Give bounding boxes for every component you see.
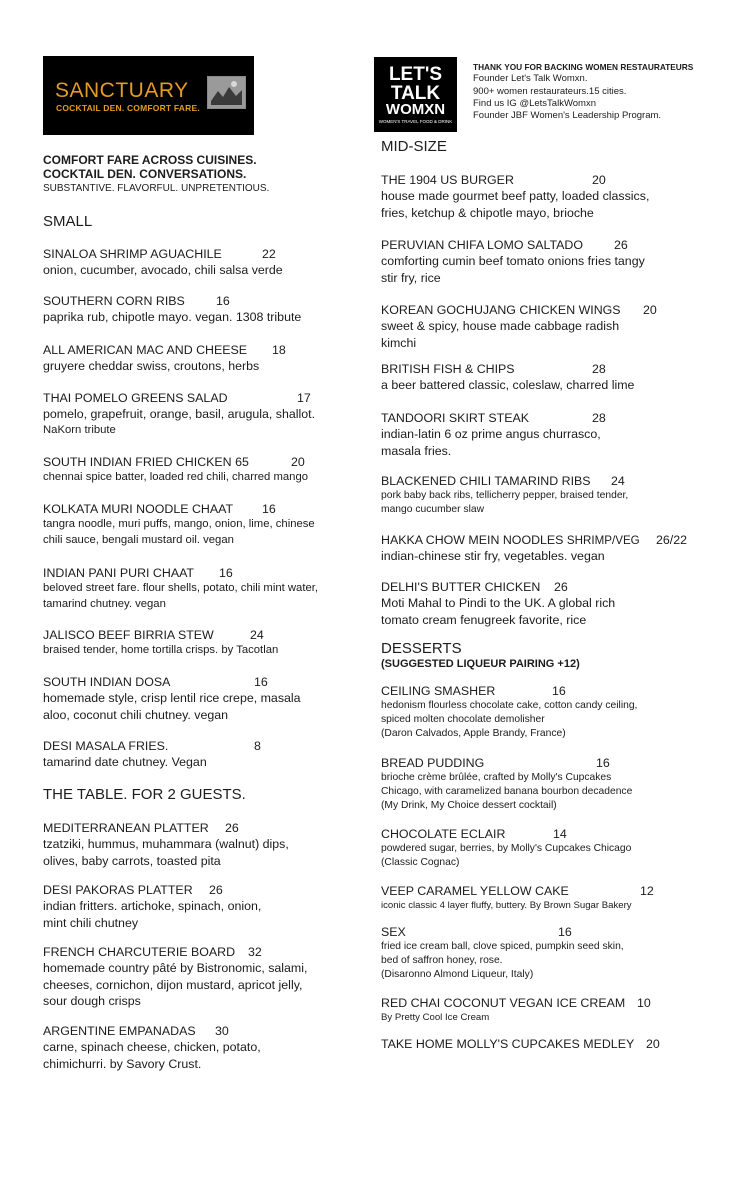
item-price: 16 bbox=[262, 502, 276, 516]
logo-line-1: LET'S bbox=[388, 64, 443, 85]
item-desc: paprika rub, chipotle mayo. vegan. 1308 tribute bbox=[43, 310, 302, 325]
intro-block bbox=[43, 153, 269, 196]
item-desc: sweet & spicy, house made cabbage radish bbox=[381, 319, 620, 334]
item-desc: hedonism flourless chocolate cake, cotton candy ceiling, bbox=[381, 700, 638, 712]
item-desc: beloved street fare. flour shells, potato, chili mint water, bbox=[43, 582, 319, 595]
logo-line-3: WOMXN bbox=[385, 101, 446, 118]
item-name: TAKE HOME MOLLY'S CUPCAKES MEDLEY bbox=[381, 1037, 635, 1051]
item-name: JALISCO BEEF BIRRIA STEW bbox=[43, 628, 214, 642]
item-desc: sour dough crisps bbox=[43, 994, 141, 1009]
item-price: 28 bbox=[592, 362, 606, 376]
item-price: 24 bbox=[611, 474, 625, 488]
item-desc: braised tender, home tortilla crisps. by Tacotlan bbox=[43, 644, 279, 657]
item-variant: SHRIMP/VEG bbox=[566, 534, 640, 547]
item-desc: fried ice cream ball, clove spiced, pumpkin seed skin, bbox=[381, 941, 624, 953]
menu-item bbox=[43, 246, 283, 279]
item-desc: aloo, coconut chili chutney. vegan bbox=[43, 707, 229, 722]
item-price: 20 bbox=[643, 303, 657, 317]
item-price: 30 bbox=[215, 1024, 229, 1038]
menu-item bbox=[381, 361, 634, 394]
section-desserts-title: DESSERTS bbox=[381, 640, 462, 657]
logo-line-2: TALK bbox=[390, 83, 441, 104]
item-name: DESI MASALA FRIES. bbox=[43, 739, 169, 753]
item-price: 18 bbox=[272, 343, 286, 357]
menu-item bbox=[381, 995, 651, 1025]
item-price: 28 bbox=[592, 411, 606, 425]
intro-line-2: COCKTAIL DEN. CONVERSATIONS. bbox=[43, 167, 247, 181]
item-desc: brioche crème brûlée, crafted by Molly's Cupcakes bbox=[381, 772, 612, 784]
item-name: SEX bbox=[381, 925, 406, 939]
item-name: VEEP CARAMEL YELLOW CAKE bbox=[381, 884, 569, 898]
menu-item bbox=[381, 172, 649, 221]
section-table-title: THE TABLE. FOR 2 GUESTS. bbox=[43, 786, 246, 803]
logo-line-4: WOMEN'S TRAVEL FOOD & DRINK bbox=[378, 119, 453, 124]
item-price: 26 bbox=[614, 238, 628, 252]
item-name: INDIAN PANI PURI CHAAT bbox=[43, 566, 194, 580]
item-desc: masala fries. bbox=[381, 443, 452, 458]
item-desc: (My Drink, My Choice dessert cocktail) bbox=[381, 800, 557, 812]
item-price: 16 bbox=[216, 294, 230, 308]
item-desc: house made gourmet beef patty, loaded classics, bbox=[381, 189, 650, 204]
menu-item bbox=[381, 755, 632, 813]
item-desc: tangra noodle, muri puffs, mango, onion, lime, chinese bbox=[43, 518, 315, 531]
item-desc: (Disaronno Almond Liqueur, Italy) bbox=[381, 969, 534, 981]
item-name: BRITISH FISH & CHIPS bbox=[381, 362, 515, 376]
item-desc: indian-latin 6 oz prime angus churrasco, bbox=[381, 427, 601, 442]
item-price: 17 bbox=[297, 391, 311, 405]
item-price: 16 bbox=[254, 675, 268, 689]
menu-item bbox=[381, 883, 654, 913]
item-price: 32 bbox=[248, 945, 262, 959]
item-desc: homemade style, crisp lentil rice crepe, masala bbox=[43, 691, 301, 706]
item-price: 16 bbox=[558, 925, 572, 939]
item-desc: Moti Mahal to Pindi to the UK. A global rich bbox=[381, 596, 616, 611]
item-price: 8 bbox=[254, 739, 261, 753]
item-desc: iconic classic 4 layer fluffy, buttery. By Brown Sugar Bakery bbox=[381, 900, 632, 912]
item-desc: kimchi bbox=[381, 335, 417, 350]
item-desc: carne, spinach cheese, chicken, potato, bbox=[43, 1040, 261, 1055]
item-price: 12 bbox=[640, 884, 654, 898]
item-price: 20 bbox=[291, 455, 305, 469]
item-desc: NaKorn tribute bbox=[43, 423, 116, 436]
item-name: CEILING SMASHER bbox=[381, 684, 496, 698]
intro-line-3: SUBSTANTIVE. FLAVORFUL. UNPRETENTIOUS. bbox=[43, 183, 270, 194]
item-name: TANDOORI SKIRT STEAK bbox=[381, 411, 530, 425]
logo-photo-icon bbox=[207, 76, 246, 109]
thanks-line: Founder Let's Talk Womxn. bbox=[473, 73, 588, 85]
item-name: MEDITERRANEAN PLATTER bbox=[43, 821, 209, 835]
item-desc: onion, cucumber, avocado, chili salsa verde bbox=[43, 263, 283, 278]
item-desc: olives, baby carrots, toasted pita bbox=[43, 853, 221, 868]
item-desc: fries, ketchup & chipotle mayo, brioche bbox=[381, 205, 594, 220]
item-desc: powdered sugar, berries, by Molly's Cupcakes Chicago bbox=[381, 843, 632, 855]
menu-item bbox=[43, 738, 261, 771]
item-name: DESI PAKORAS PLATTER bbox=[43, 883, 193, 897]
item-desc: By Pretty Cool Ice Cream bbox=[381, 1012, 490, 1024]
menu-item bbox=[381, 683, 637, 741]
item-name: CHOCOLATE ECLAIR bbox=[381, 827, 506, 841]
item-name: ARGENTINE EMPANADAS bbox=[43, 1024, 196, 1038]
thanks-block bbox=[473, 61, 713, 122]
item-desc: homemade country pâté by Bistronomic, salami, bbox=[43, 961, 308, 976]
item-desc: tamarind chutney. vegan bbox=[43, 597, 166, 610]
thanks-line: Founder JBF Women's Leadership Program. bbox=[473, 110, 662, 122]
item-desc: tamarind date chutney. Vegan bbox=[43, 755, 207, 770]
item-name: SOUTH INDIAN FRIED CHICKEN 65 bbox=[43, 455, 249, 469]
item-desc: chili sauce, bengali mustard oil. vegan bbox=[43, 533, 234, 546]
menu-item bbox=[43, 674, 301, 723]
menu-item bbox=[381, 826, 631, 870]
item-price: 16 bbox=[552, 684, 566, 698]
item-desc: spiced molten chocolate demolisher bbox=[381, 714, 545, 726]
item-price: 26 bbox=[209, 883, 223, 897]
item-desc: (Classic Cognac) bbox=[381, 857, 460, 869]
menu-item bbox=[43, 293, 301, 326]
item-price: 16 bbox=[596, 756, 610, 770]
menu-item bbox=[381, 1036, 660, 1052]
item-name: THE 1904 US BURGER bbox=[381, 173, 514, 187]
item-name: PERUVIAN CHIFA LOMO SALTADO bbox=[381, 238, 583, 252]
item-name: BREAD PUDDING bbox=[381, 756, 485, 770]
desserts-pairing-note: (SUGGESTED LIQUEUR PAIRING +12) bbox=[381, 658, 580, 670]
menu-item bbox=[43, 944, 307, 1010]
menu-item bbox=[43, 390, 315, 438]
item-desc: bed of saffron honey, rose. bbox=[381, 955, 503, 967]
menu-item bbox=[381, 532, 688, 565]
item-name: HAKKA CHOW MEIN NOODLES bbox=[381, 533, 564, 547]
menu-item bbox=[43, 1023, 261, 1072]
item-price: 22 bbox=[262, 247, 276, 261]
thanks-line: Find us IG @LetsTalkWomxn bbox=[473, 97, 596, 109]
item-desc: (Daron Calvados, Apple Brandy, France) bbox=[381, 728, 566, 740]
item-desc: Chicago, with caramelized banana bourbon decadence bbox=[381, 786, 633, 798]
item-name: SINALOA SHRIMP AGUACHILE bbox=[43, 247, 222, 261]
item-name: RED CHAI COCONUT VEGAN ICE CREAM bbox=[381, 996, 626, 1010]
menu-item bbox=[381, 473, 628, 517]
menu-item bbox=[381, 410, 606, 459]
item-desc: indian-chinese stir fry, vegetables. vegan bbox=[381, 549, 605, 564]
item-price: 14 bbox=[553, 827, 567, 841]
menu-item bbox=[43, 565, 318, 613]
item-desc: tomato cream fenugreek favorite, rice bbox=[381, 612, 587, 627]
menu-item bbox=[43, 627, 278, 659]
item-desc: mango cucumber slaw bbox=[381, 504, 485, 516]
item-desc: tzatziki, hummus, muhammara (walnut) dips, bbox=[43, 837, 289, 852]
section-small-title: SMALL bbox=[43, 213, 93, 230]
thanks-line: 900+ women restaurateurs.15 cities. bbox=[473, 85, 627, 97]
item-desc: stir fry, rice bbox=[381, 270, 441, 285]
item-price: 24 bbox=[250, 628, 264, 642]
item-desc: pork baby back ribs, tellicherry pepper, braised tender, bbox=[381, 490, 629, 502]
item-price: 20 bbox=[646, 1037, 660, 1051]
menu-item bbox=[381, 579, 615, 628]
item-desc: pomelo, grapefruit, orange, basil, arugula, shallot. bbox=[43, 407, 316, 422]
brand-tagline: COCKTAIL DEN. COMFORT FARE. bbox=[56, 103, 200, 113]
item-price: 26 bbox=[225, 821, 239, 835]
intro-line-1: COMFORT FARE ACROSS CUISINES. bbox=[43, 153, 257, 167]
item-desc: chennai spice batter, loaded red chili, charred mango bbox=[43, 471, 309, 484]
item-name: FRENCH CHARCUTERIE BOARD bbox=[43, 945, 236, 959]
menu-item bbox=[43, 454, 308, 486]
brand-name: SANCTUARY bbox=[55, 79, 189, 102]
item-name: SOUTHERN CORN RIBS bbox=[43, 294, 185, 308]
menu-item bbox=[43, 342, 286, 375]
section-mid-title: MID-SIZE bbox=[381, 138, 447, 155]
item-desc: comforting cumin beef tomato onions fries tangy bbox=[381, 254, 645, 269]
item-name: KOLKATA MURI NOODLE CHAAT bbox=[43, 502, 234, 516]
item-price: 10 bbox=[637, 996, 651, 1010]
lets-talk-womxn-logo bbox=[374, 57, 457, 132]
item-price: 20 bbox=[592, 173, 606, 187]
menu-item bbox=[381, 302, 657, 351]
item-price: 16 bbox=[219, 566, 233, 580]
item-name: DELHI'S BUTTER CHICKEN bbox=[381, 580, 541, 594]
thanks-title: THANK YOU FOR BACKING WOMEN RESTAURATEURS bbox=[473, 62, 694, 72]
item-name: THAI POMELO GREENS SALAD bbox=[43, 391, 228, 405]
menu-item bbox=[381, 924, 624, 982]
item-name: KOREAN GOCHUJANG CHICKEN WINGS bbox=[381, 303, 621, 317]
item-price: 26 bbox=[554, 580, 568, 594]
item-desc: a beer battered classic, coleslaw, charred lime bbox=[381, 378, 635, 393]
item-name: SOUTH INDIAN DOSA bbox=[43, 675, 171, 689]
item-desc: gruyere cheddar swiss, croutons, herbs bbox=[43, 359, 260, 374]
menu-item bbox=[43, 820, 289, 869]
menu-item bbox=[43, 882, 261, 931]
item-name: ALL AMERICAN MAC AND CHEESE bbox=[43, 343, 248, 357]
item-desc: mint chili chutney bbox=[43, 915, 139, 930]
item-desc: indian fritters. artichoke, spinach, onion, bbox=[43, 899, 262, 914]
item-price: 26/22 bbox=[656, 533, 688, 547]
item-desc: chimichurri. by Savory Crust. bbox=[43, 1056, 202, 1071]
sanctuary-logo bbox=[43, 56, 254, 135]
menu-item bbox=[381, 237, 645, 286]
item-desc: cheeses, cornichon, dijon mustard, apricot jelly, bbox=[43, 977, 303, 992]
item-name: BLACKENED CHILI TAMARIND RIBS bbox=[381, 474, 591, 488]
menu-item bbox=[43, 501, 315, 549]
